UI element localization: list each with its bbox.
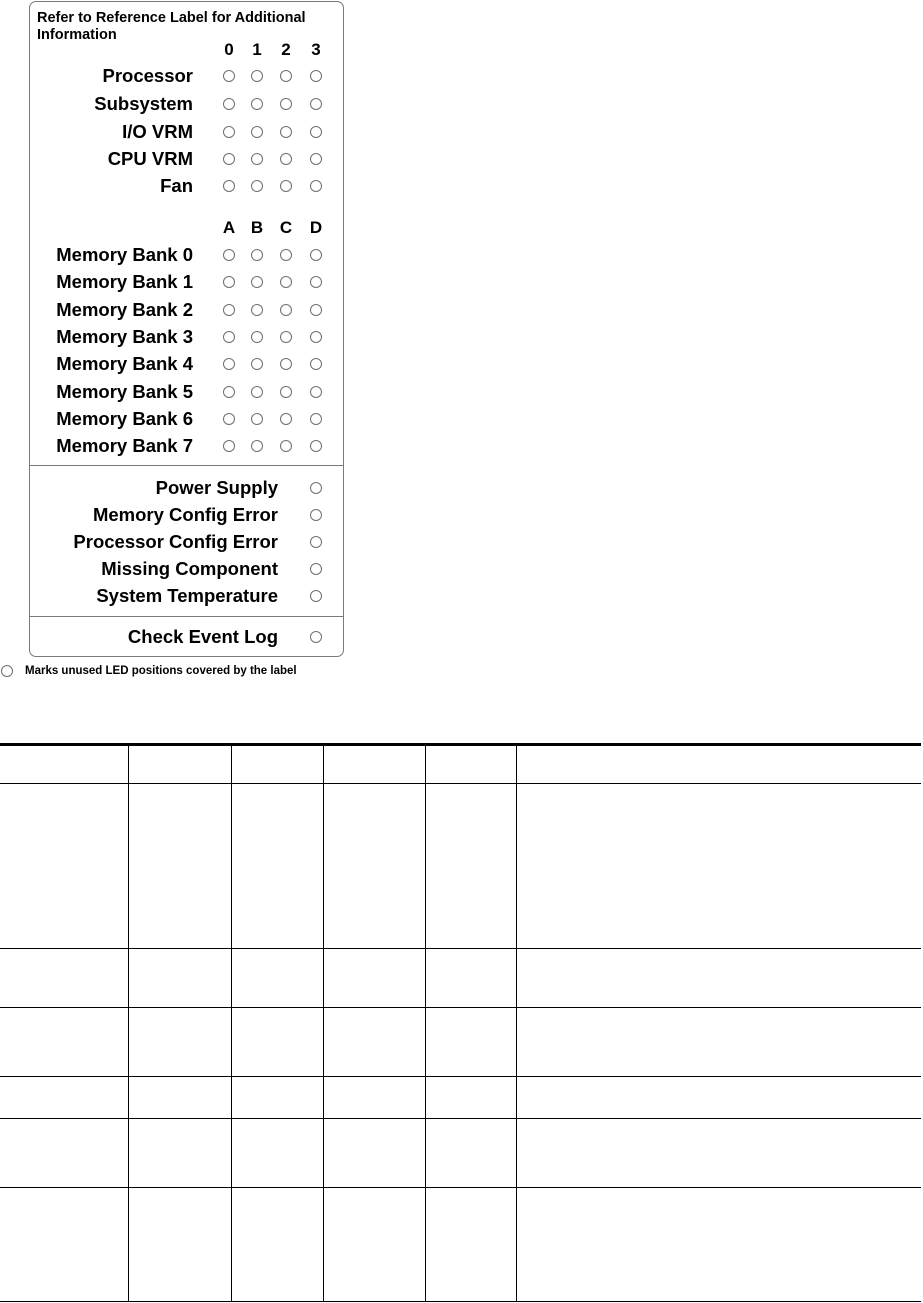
led-indicator-icon	[280, 98, 292, 110]
table-column-divider	[128, 746, 129, 1301]
led-indicator-icon	[251, 358, 263, 370]
led-indicator-icon	[223, 413, 235, 425]
table-column-divider	[231, 746, 232, 1301]
memory-bank-label: Memory Bank 6	[56, 407, 193, 429]
status-label: Missing Component	[101, 558, 278, 579]
led-indicator-icon	[310, 563, 322, 575]
table-column-divider	[425, 746, 426, 1301]
empty-table	[0, 743, 921, 1302]
check-event-log-label: Check Event Log	[127, 626, 278, 647]
table-row-divider	[0, 783, 921, 784]
led-indicator-icon	[280, 70, 292, 82]
led-indicator-icon	[251, 98, 263, 110]
led-indicator-icon	[251, 249, 263, 261]
memory-bank-label: Memory Bank 4	[56, 353, 193, 375]
led-indicator-icon	[310, 358, 322, 370]
row-label: Subsystem	[94, 93, 193, 114]
led-indicator-icon	[310, 98, 322, 110]
led-indicator-icon	[310, 413, 322, 425]
led-indicator-icon	[251, 180, 263, 192]
status-label: System Temperature	[96, 585, 278, 606]
led-indicator-icon	[223, 153, 235, 165]
led-indicator-icon	[310, 331, 322, 343]
led-indicator-icon	[310, 631, 322, 643]
led-indicator-icon	[223, 440, 235, 452]
led-indicator-icon	[310, 590, 322, 602]
led-indicator-icon	[310, 386, 322, 398]
led-indicator-icon	[251, 331, 263, 343]
column-header-c: C	[279, 218, 293, 237]
column-header-1: 1	[252, 40, 262, 59]
led-indicator-icon	[223, 386, 235, 398]
led-indicator-icon	[310, 482, 322, 494]
led-indicator-icon	[223, 249, 235, 261]
led-indicator-icon	[280, 331, 292, 343]
column-header-d: D	[309, 218, 323, 237]
panel-divider	[30, 616, 343, 617]
memory-bank-label: Memory Bank 2	[56, 298, 193, 320]
led-indicator-icon	[251, 276, 263, 288]
unused-led-marker-icon	[1, 665, 13, 677]
table-column-divider	[323, 746, 324, 1301]
led-indicator-icon	[280, 386, 292, 398]
led-indicator-icon	[310, 440, 322, 452]
led-indicator-icon	[223, 126, 235, 138]
panel-header: Refer to Reference Label for Additional Information	[37, 10, 306, 43]
led-indicator-icon	[280, 249, 292, 261]
led-indicator-icon	[280, 413, 292, 425]
panel-divider	[30, 465, 343, 466]
reference-label-panel	[29, 1, 344, 657]
column-header-b: B	[250, 218, 264, 237]
row-label: Processor	[102, 65, 193, 86]
led-indicator-icon	[280, 153, 292, 165]
led-indicator-icon	[251, 153, 263, 165]
led-indicator-icon	[280, 126, 292, 138]
led-indicator-icon	[223, 358, 235, 370]
led-indicator-icon	[310, 126, 322, 138]
led-indicator-icon	[251, 386, 263, 398]
led-indicator-icon	[251, 70, 263, 82]
led-indicator-icon	[280, 440, 292, 452]
led-indicator-icon	[310, 276, 322, 288]
table-column-divider	[516, 746, 517, 1301]
led-indicator-icon	[280, 180, 292, 192]
status-label: Processor Config Error	[73, 531, 278, 552]
memory-bank-label: Memory Bank 5	[56, 380, 193, 402]
table-row-divider	[0, 1007, 921, 1008]
led-indicator-icon	[223, 180, 235, 192]
memory-bank-label: Memory Bank 3	[56, 325, 193, 347]
led-indicator-icon	[251, 413, 263, 425]
table-row-divider	[0, 1076, 921, 1077]
led-indicator-icon	[310, 70, 322, 82]
row-label: Fan	[160, 175, 193, 196]
led-indicator-icon	[223, 70, 235, 82]
led-indicator-icon	[223, 276, 235, 288]
led-indicator-icon	[251, 440, 263, 452]
column-header-0: 0	[224, 40, 234, 59]
led-indicator-icon	[280, 358, 292, 370]
led-indicator-icon	[310, 180, 322, 192]
status-label: Memory Config Error	[92, 504, 278, 525]
led-indicator-icon	[280, 304, 292, 316]
row-label: CPU VRM	[107, 148, 193, 169]
led-indicator-icon	[310, 304, 322, 316]
led-indicator-icon	[251, 304, 263, 316]
led-indicator-icon	[251, 126, 263, 138]
memory-bank-label: Memory Bank 0	[56, 244, 193, 265]
led-indicator-icon	[310, 249, 322, 261]
led-indicator-icon	[280, 276, 292, 288]
table-row-divider	[0, 1118, 921, 1119]
memory-bank-label: Memory Bank 7	[56, 435, 193, 457]
status-label: Power Supply	[155, 477, 278, 498]
row-label: I/O VRM	[122, 121, 193, 142]
memory-bank-label: Memory Bank 1	[56, 271, 193, 293]
column-header-2: 2	[281, 40, 291, 59]
column-header-3: 3	[311, 40, 321, 59]
led-indicator-icon	[310, 536, 322, 548]
table-row-divider	[0, 948, 921, 949]
table-row-divider	[0, 1187, 921, 1188]
led-indicator-icon	[223, 304, 235, 316]
led-indicator-icon	[310, 153, 322, 165]
led-indicator-icon	[223, 98, 235, 110]
legend-text: Marks unused LED positions covered by the label	[25, 665, 297, 677]
led-indicator-icon	[310, 509, 322, 521]
column-header-a: A	[222, 218, 236, 237]
led-indicator-icon	[223, 331, 235, 343]
